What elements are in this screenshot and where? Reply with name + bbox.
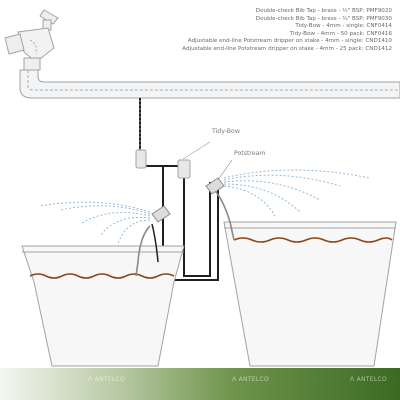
parts-list-item: Double-check Bib Tap - brass - ½" BSP: PMF9020 [255,8,392,14]
parts-list [182,8,392,54]
watermark-logo: Λ ANTELCO [88,376,126,383]
right-pot [224,222,396,366]
potstream-label: Potstream [234,150,266,157]
watermark-logo: Λ ANTELCO [350,376,388,383]
bib-tap-icon [5,10,58,70]
parts-list-item: Double-check Bib Tap - brass - ¾" BSP: PMF9030 [255,15,392,22]
left-pot [22,246,184,366]
supply-pipe [20,70,400,98]
parts-list-item: Tidy-Bow - 4mm - 50 pack: CNF0416 [289,30,392,37]
footer-gradient-bar [0,368,400,400]
parts-list-item: Adjustable end-line Potstream dripper on stake - 4mm - 25 pack: CND1412 [182,45,392,52]
parts-list-item: Adjustable end-line Potstream dripper on stake - 4mm - single: CND1410 [187,38,392,45]
tidy-bow-label: Tidy-Bow [212,128,240,135]
parts-list-item: Tidy-Bow - 4mm - single: CNF0414 [295,23,392,30]
watermark-logo: Λ ANTELCO [232,376,270,383]
